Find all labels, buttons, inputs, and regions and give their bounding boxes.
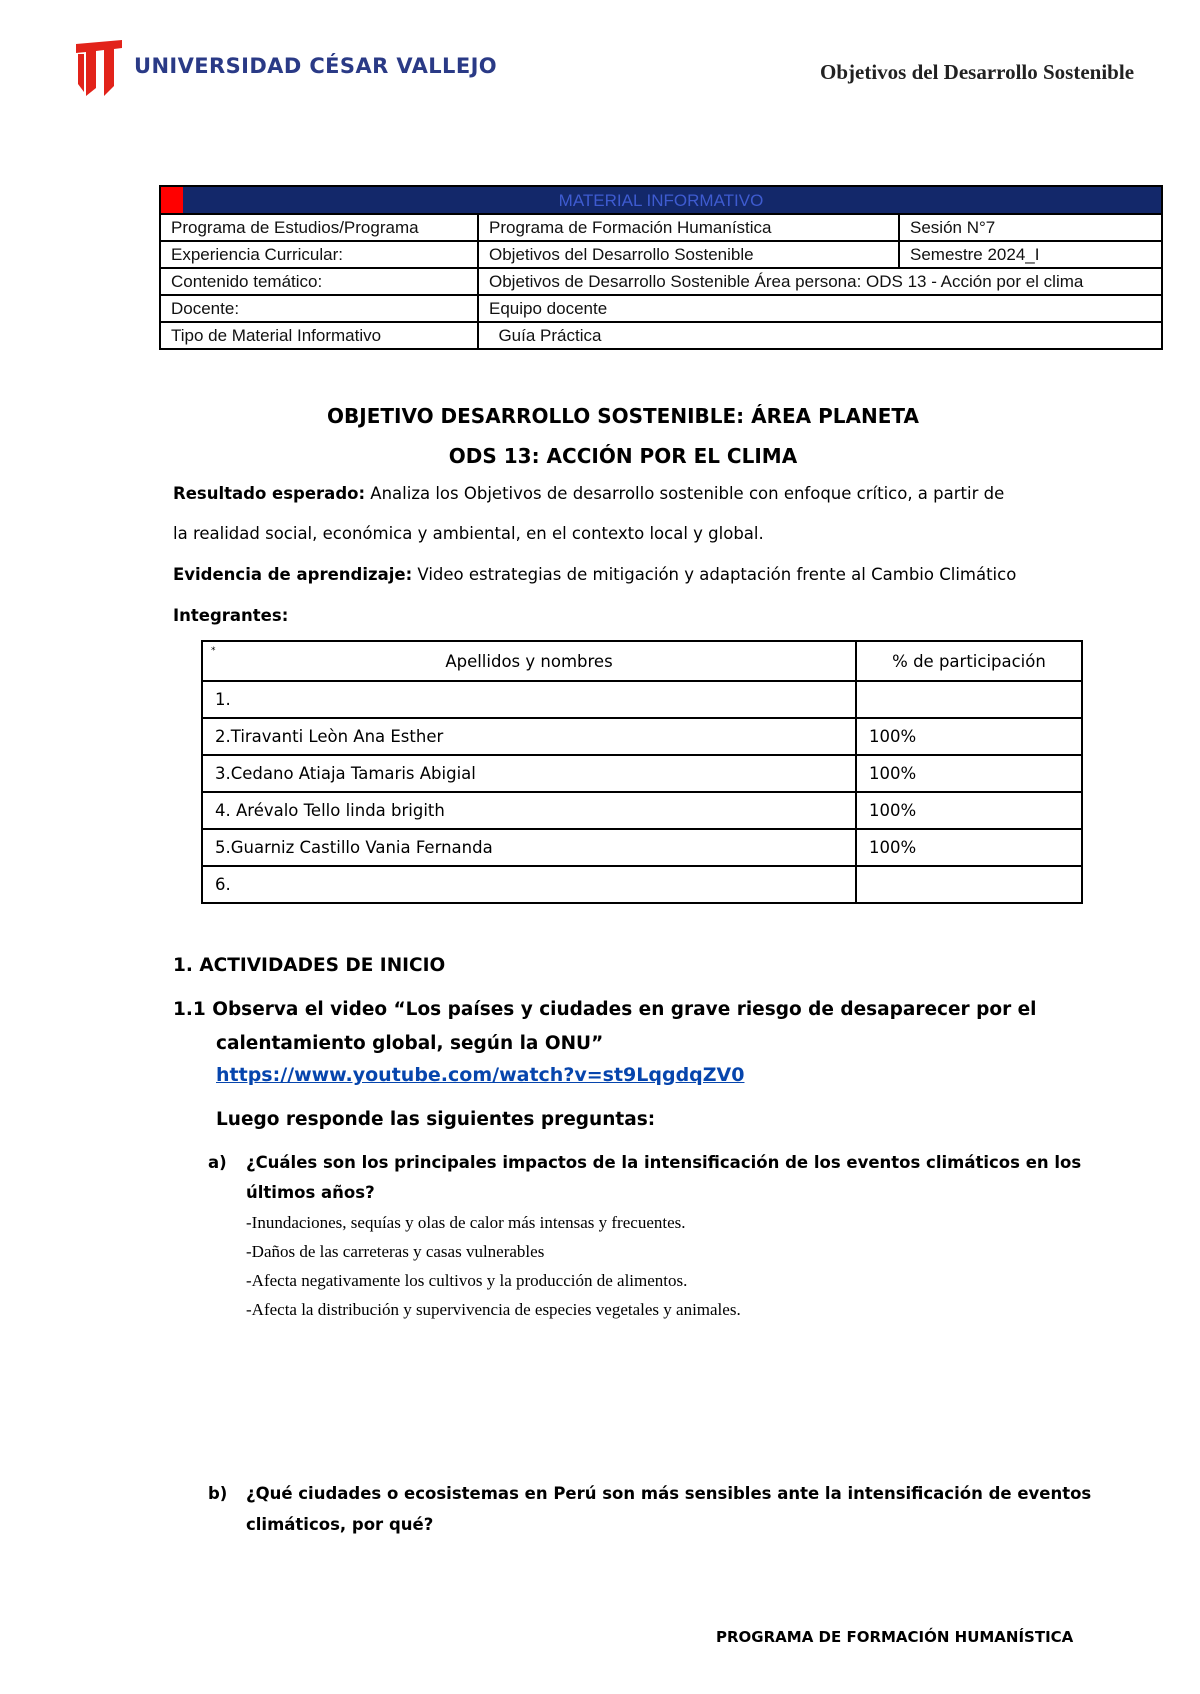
question-b-cont: climáticos, por qué?	[246, 1515, 434, 1534]
university-name: UNIVERSIDAD CÉSAR VALLEJO	[134, 54, 498, 78]
answer-line: -Afecta negativamente los cultivos y la producción de alimentos.	[246, 1271, 688, 1290]
activity-item: 1.1 Observa el video “Los países y ciudades en grave riesgo de desaparecer por el	[173, 999, 1037, 1020]
info-value: Equipo docente	[478, 295, 1162, 322]
members-label: Integrantes:	[173, 606, 289, 625]
evidence-text: Video estrategias de mitigación y adaptación frente al Cambio Climático	[412, 565, 1017, 584]
evidence-label: Evidencia de aprendizaje:	[173, 565, 413, 584]
info-value: Guía Práctica	[478, 322, 1162, 349]
footer-program: PROGRAMA DE FORMACIÓN HUMANÍSTICA	[716, 1628, 1074, 1646]
member-name: 4. Arévalo Tello linda brigith	[202, 792, 856, 829]
question-b: ¿Qué ciudades o ecosistemas en Perú son más sensibles ante la intensificación de eventos	[246, 1484, 1092, 1503]
member-name: 1.	[202, 681, 856, 718]
expected-result-label: Resultado esperado:	[173, 484, 366, 503]
table-row	[202, 681, 1082, 718]
answer-line: -Inundaciones, sequías y olas de calor más intensas y frecuentes.	[246, 1213, 686, 1232]
member-pct: 100%	[856, 792, 1082, 829]
member-pct	[856, 681, 1082, 718]
members-table	[201, 640, 1083, 904]
material-info-heading: MATERIAL INFORMATIVO	[160, 186, 1162, 214]
table-row	[202, 829, 1082, 866]
expected-result-line2: la realidad social, económica y ambiental, en el contexto local y global.	[173, 524, 764, 543]
member-name: 5.Guarniz Castillo Vania Fernanda	[202, 829, 856, 866]
material-info-table	[159, 185, 1163, 350]
question-b-letter: b)	[208, 1484, 228, 1503]
member-pct: 100%	[856, 829, 1082, 866]
info-extra: Sesión N°7	[899, 214, 1162, 241]
info-value: Objetivos del Desarrollo Sostenible	[478, 241, 899, 268]
sub-title: ODS 13: ACCIÓN POR EL CLIMA	[448, 444, 798, 468]
table-row	[202, 866, 1082, 903]
answer-line: -Daños de las carreteras y casas vulnerables	[246, 1242, 545, 1261]
member-pct	[856, 866, 1082, 903]
table-row	[202, 792, 1082, 829]
video-link[interactable]: https://www.youtube.com/watch?v=st9LqgdqZV0	[216, 1064, 745, 1086]
question-a-letter: a)	[208, 1153, 227, 1172]
red-square-marker	[161, 187, 183, 213]
expected-result-text: Analiza los Objetivos de desarrollo sostenible con enfoque crítico, a partir de	[365, 484, 1005, 503]
question-a-cont: últimos años?	[246, 1183, 375, 1202]
member-name: 2.Tiravanti Leòn Ana Esther	[202, 718, 856, 755]
member-pct: 100%	[856, 755, 1082, 792]
main-title: OBJETIVO DESARROLLO SOSTENIBLE: ÁREA PLANETA	[327, 404, 919, 428]
member-name: 3.Cedano Atiaja Tamaris Abigial	[202, 755, 856, 792]
info-value: Programa de Formación Humanística	[478, 214, 899, 241]
course-header-title: Objetivos del Desarrollo Sostenible	[820, 60, 1135, 84]
asterisk-mark: *	[211, 646, 216, 656]
expected-result	[173, 484, 1004, 503]
info-label: Programa de Estudios/Programa	[160, 214, 478, 241]
info-label: Contenido temático:	[160, 268, 478, 295]
university-logo-icon	[74, 40, 124, 96]
member-name: 6.	[202, 866, 856, 903]
table-row	[202, 755, 1082, 792]
evidence	[173, 565, 1016, 584]
info-extra: Semestre 2024_I	[899, 241, 1162, 268]
info-label: Tipo de Material Informativo	[160, 322, 478, 349]
activity-item-cont: calentamiento global, según la ONU”	[216, 1033, 604, 1054]
info-value: Objetivos de Desarrollo Sostenible Área persona: ODS 13 - Acción por el clima	[478, 268, 1162, 295]
members-header-participation: % de participación	[856, 641, 1082, 681]
members-header-names: * Apellidos y nombres	[202, 641, 856, 681]
info-label: Docente:	[160, 295, 478, 322]
info-label: Experiencia Curricular:	[160, 241, 478, 268]
member-pct: 100%	[856, 718, 1082, 755]
answer-line: -Afecta la distribución y supervivencia de especies vegetales y animales.	[246, 1300, 741, 1319]
section-heading: 1. ACTIVIDADES DE INICIO	[173, 955, 446, 976]
instruction: Luego responde las siguientes preguntas:	[216, 1109, 656, 1130]
question-a: ¿Cuáles son los principales impactos de la intensificación de los eventos climáticos en los	[246, 1153, 1082, 1172]
table-row	[202, 718, 1082, 755]
